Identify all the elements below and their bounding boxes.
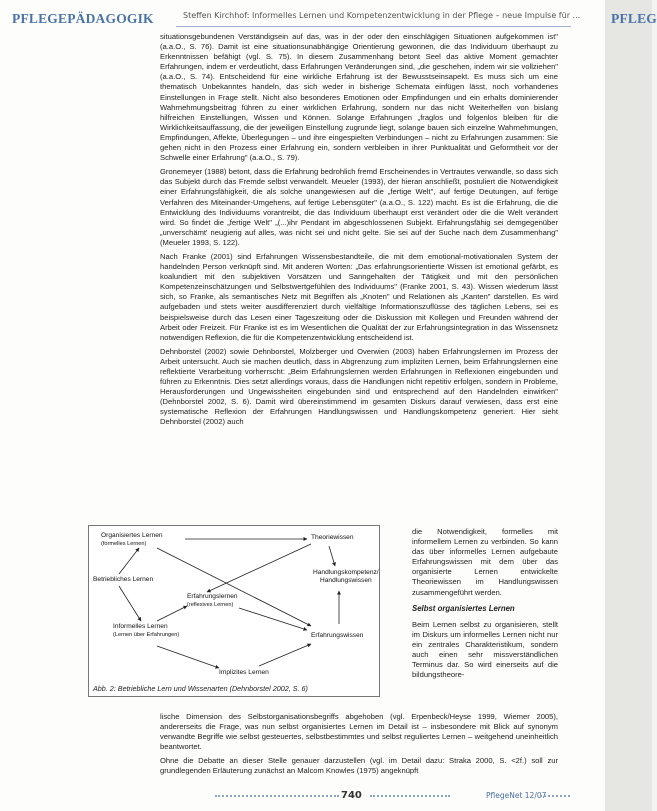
arrow-implizit-erfahrungswissen xyxy=(259,644,311,666)
arrow-betrieblich-organisiert xyxy=(119,548,139,574)
node-implizites-lernen: Implizites Lernen xyxy=(219,669,269,676)
body-paragraph-3: Nach Franke (2001) sind Erfahrungen Wissensbestandteile, die mit dem emotional-motivationalen System der handelnden Person verknüpft sind. Mit anderen Worten: „Das erfahrungsorientierte Wissen ist emotional gefärbt, es koalundiert mit den subjektiven Vorsätzen und Sanngehalten der Tätigkeit und mit den persönlichen Kompetenzeinschätzungen und Selbstwertgefühlen des Individuums" (Franke 2001, S. 43). Wissen wiederum lässt sich, so Franke, als semantisches Netz mit Begriffen als „Knoten" und Relationen als „Kanten" darstellen. Es wird aufgebaden und stets weiter ausdifferenziert durch vielfältige Informationszuflüsse des täglichen Lebens, sei es beispielsweise durch das Lesen einer Tageszeitung oder die Diskussion mit Kollegen und Freunden während der Arbeit oder Freizeit. Für Franke ist es im Wesentlichen die Qualität der zur Erfahrungsintegration in das Wissensnetz notwendigen Reflexion, die für die Kompetenzentwicklung entscheidend ist. xyxy=(160,251,558,342)
node-erfahrungslernen: Erfahrungslernen (reflexives Lernen) xyxy=(187,593,238,608)
node-betriebliches-lernen: Betriebliches Lernen xyxy=(93,576,154,583)
body-paragraph-1: situationsgebundenen Verständigsein auf das, was in der oder den einschlägigen Situationen aufgekommen ist" (a.a.O., S. 76). Damit ist eine situationsunabhängige Orientierung gewonnen, die das Individuum überhaupt zu Erkenntnissen befähigt (vgl. S. 75). In diesem Zusammenhang betont Seel das aktive Moment gemachter Erfahrungen, indem er verdeutlicht, dass Erfahrungen Veränderungen sind, „die geschehen, indem wir sie vollziehen" (a.a.O., S. 74). Entscheidend für eine wirkliche Erfahrung ist der Bewusstseinsapekt. Es muss sich um eine thematisch Unbekanntes handeln, das sich weder in bisherige Schemata einfügen lässt, noch vorhandenes Einstellungen in Frage stellt. Nicht also besonderes Emotionen oder Empfindungen und ein erhalts dominierender Wahrnehmungsbeitrag führen zu einer wirklichen Erfahrung, sondern nur das nicht Weiterhelfen von bislang hilfreichen Einstellungen, Wissen und Können. Solange Erfahrungen „fraglos und folgenlos bleiben für die Wirklichkeitsauffassung, die der jeweiligen Einstellung zugrunde liegt, solange bauen sich einzelne Wahrnehmungen, Empfindungen, Affekte, Überlegungen – und ihre eingespielten Verbindungen – nicht zu Erfahrungen zusammen: Sie gehen nicht in den Prozess einer Erfahrung ein, sondern verbleiben in ihrer Punktualität und Geformtheit vor der Schwelle einer Erfahrung" (a.a.O., S. 79). xyxy=(160,32,558,163)
arrow-theorie-handlung xyxy=(329,546,335,566)
footer-rule-right xyxy=(540,795,570,797)
figure-learning-types xyxy=(88,525,380,697)
article-body-bottom xyxy=(160,712,558,781)
last-paragraph: Ohne die Debatte an dieser Stelle genauer darzustellen (vgl. im Detail dazu: Straka 2000, S. <2f.) soll zur grundlegenden Erläuterung zunächst an Malcom Knowles (1975) angeknüpft xyxy=(160,756,558,776)
node-theoriewissen: Theoriewissen xyxy=(311,534,354,541)
footer-rule-middle xyxy=(370,795,450,797)
journal-logo: PFLEGEPÄDAGOGIK xyxy=(12,11,154,26)
running-title: Steffen Kirchhof: Informelles Lernen und Kompetenzentwicklung in der Pflege – neue Impulse für ... xyxy=(183,11,581,20)
page-number: 740 xyxy=(341,790,362,801)
issue-label: PflegeNet 12/07 xyxy=(486,791,547,800)
right-column-paragraph-1: die Notwendigkeit, formelles mit informellem Lernen zu verbinden. So kann das über informelles Lernen aufgebaute Erfahrungswissen mit dem über das organisierte Lernen entwickelte Theoriewissen im Handlungswissen zusammengeführt werden. xyxy=(412,527,558,597)
body-paragraph-2: Gronemeyer (1988) betont, dass die Erfahrung bedrohlich fremd Erscheinendes in Vertrautes verwandle, so dass sich das Subjekt durch das Fremde selbst verwandelt. Meueler (1993), der hieran anschließt, postuliert die Notwendigkeit einer Erfahrungsfähigkeit, die als solche unangewiesen auf die „fertige Welt", auf fertige Deutungen, auf fertige Verfahren des Miteinander-Umgehens, auf fertige Lebensgüter" (a.a.O., S. 122) macht. Es ist die Erfahrung, die die Entwicklung des Individuums vorantreibt, die das Individuum überhaupt erst verändert oder die die Welt verändert wird. So findet die „fertige Welt" „(...)ihr Pendant im abgeschlossenen Subjekt. Erfahrungsfähig sei demgegenüber „unverschämt' neugierig auf alles, was nicht sei und nicht gelte. Sie sei auf der Suche nach dem Zusammenhang" (Meueler 1993, S. 122). xyxy=(160,167,558,247)
next-page-edge xyxy=(605,0,657,811)
header-rule xyxy=(176,26,571,27)
continuation-paragraph: lische Dimension des Selbstorganisationsbegriffs abgehoben (vgl. Erpenbeck/Heyse 1999, Wiemer 2005), andererseits die Frage, was nun selbst organisiertes Lernen im Detail ist – insbesondere mit Blick auf synonym verwandte Begriffe wie selbst gesteuertes, selbstbestimmtes und selbst reguliertes Lernen – weitgehend uneinheitlich beantwortet. xyxy=(160,712,558,752)
arrow-organisiert-erfahrungswissen xyxy=(157,548,311,626)
arrow-theorie-erfahrungslernen xyxy=(207,544,311,592)
figure-caption: Abb. 2: Betriebliche Lern und Wissenarten (Dehnborstel 2002, S. 6) xyxy=(93,684,308,693)
arrow-informell-erfahrungslernen xyxy=(157,606,187,621)
right-column xyxy=(412,527,558,686)
right-column-paragraph-2: Beim Lernen selbst zu organisieren, stellt im Diskurs um informelles Lernen nicht nur ein zentrales Charakteristikum, sondern auch einen sehr missverständlichen Terminus dar. So wird einerseits auf die bildungstheore- xyxy=(412,619,558,680)
node-organisiertes-lernen: Organisiertes Lernen (formelles Lernen) xyxy=(101,532,163,547)
footer-rule-left xyxy=(215,795,339,797)
node-informelles-lernen: Informelles Lernen (Lernen über Erfahrungen) xyxy=(113,623,180,638)
journal-logo-next-page: PFLEG xyxy=(611,11,657,26)
article-body xyxy=(160,32,558,432)
node-handlungskompetenz: Handlungskompetenz/ Handlungswissen xyxy=(313,569,379,584)
section-heading: Selbst organisiertes Lernen xyxy=(412,603,515,613)
arrow-betrieblich-informell xyxy=(119,586,141,621)
node-erfahrungswissen: Erfahrungswissen xyxy=(311,632,364,639)
arrow-informell-implizit xyxy=(157,646,219,668)
body-paragraph-4: Dehnborstel (2002) sowie Dehnborstel, Molzberger und Overwien (2003) haben Erfahrungslernen im Prozess der Arbeit untersucht. Auch sie machen deutlich, dass in Abgrenzung zum impliziten Lernen, beim Erfahrungslernen eine reflektierte Verarbeitung vorherrscht: „Beim Erfahrungslernen werden Erfahrungen in Reflexionen eingebunden und führen zu Erkenntnis. Dies setzt allerdings voraus, dass die Handlungen nicht repetitiv erfolgen, sondern in Probleme, Herausforderungen und Ungewissheiten eingebunden sind und entsprechend auf den Handelnden einwirken" (Dehnborstel 2002, S. 6). Damit wird übereinstimmend im gesamten Diskurs darauf verwiesen, dass erst eine systematische Reflexion der Erfahrungen Handlungswissen und Handlungskompetenz generiert. Hier sieht Dehnborstel (2002) auch xyxy=(160,346,558,427)
